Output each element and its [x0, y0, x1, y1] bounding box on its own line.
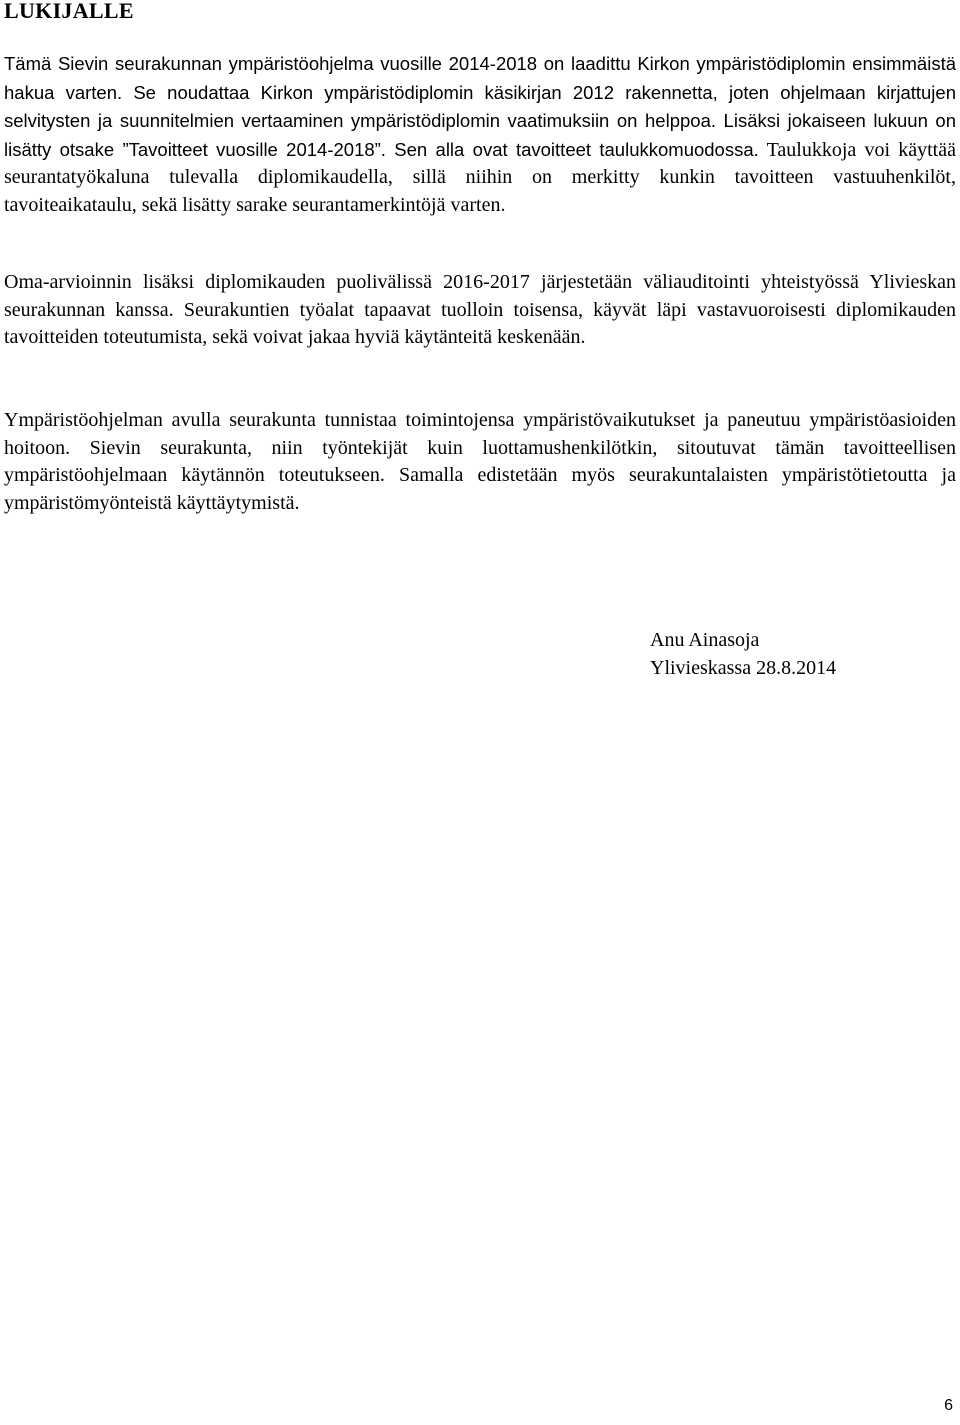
intro-paragraph-part-1: Tämä Sievin seurakunnan ympäristöohjelma vuosille 2014-2018 on laadittu Kirkon ympäristödiplomin ensimmäistä hakua varten. Se noudattaa Kirkon ympäristödiplomin käsikirjan 2012 rakennetta, joten ohjelmaan kirjattujen selvitysten ja suunnitelmien vertaaminen ympäristödiplomin vaatimuksiin on helppoa. Lisäksi jokaiseen lukuun on lisätty otsake ”Tavoitteet vuosille 2014-2018”. Sen alla ovat tavoitteet taulukkomuodossa.: [4, 53, 956, 160]
commitment-paragraph: Ympäristöohjelman avulla seurakunta tunnistaa toimintojensa ympäristövaikutukset ja paneutuu ympäristöasioiden hoitoon. Sievin seurakunta, niin työntekijät kuin luottamushenkilötkin, sitoutuvat tämän tavoitteellisen ympäristöohjelmaan käytännön toteutukseen. Samalla edistetään myös seurakuntalaisten ympäristötietoutta ja ympäristömyönteistä käyttäytymistä.: [4, 409, 956, 514]
signature-place-date: Ylivieskassa 28.8.2014: [650, 657, 837, 679]
intro-paragraph: [4, 50, 956, 219]
signature-name: Anu Ainasoja: [650, 629, 760, 651]
audit-paragraph: Oma-arvioinnin lisäksi diplomikauden puolivälissä 2016-2017 järjestetään väliauditointi yhteistyössä Ylivieskan seurakunnan kanssa. Seurakuntien työalat tapaavat tuolloin toisensa, käyvät läpi vastavuoroisesti diplomikauden tavoitteiden toteutumista, sekä voivat jakaa hyviä käytänteitä keskenään.: [4, 271, 956, 348]
page-number: 6: [944, 1397, 953, 1414]
signature-block: [650, 626, 836, 682]
intro-paragraph-part-2: Taulukkoja voi käyttää seurantatyökaluna tulevalla diplomikaudella, sillä niihin on merkitty kunkin tavoitteen vastuuhenkilöt, tavoiteaikataulu, sekä lisätty sarake seurantamerkintöjä varten.: [4, 138, 956, 216]
page-heading: LUKIJALLE: [4, 0, 134, 23]
